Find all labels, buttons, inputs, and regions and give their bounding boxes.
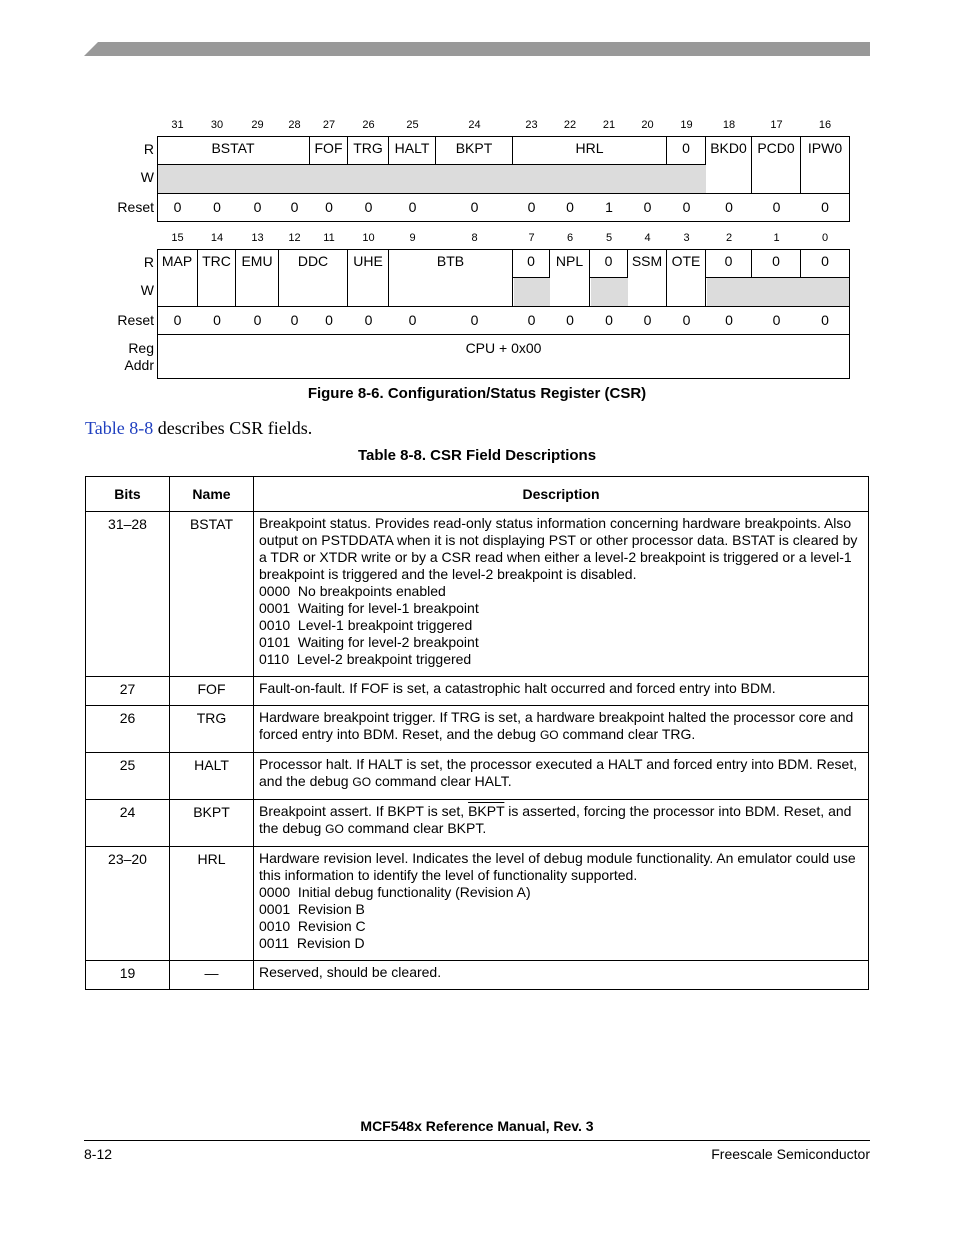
list-item: 0000 Initial debug functionality (Revision A) xyxy=(259,884,531,900)
field-2: EMU xyxy=(236,249,279,306)
row-name: — xyxy=(170,961,254,990)
bit-number: 27 xyxy=(322,119,336,131)
reset-value: 1 xyxy=(605,199,613,215)
row-name: HALT xyxy=(170,753,254,800)
bit-number: 1 xyxy=(773,232,780,244)
reset-value: 0 xyxy=(325,199,333,215)
field-0: BSTAT xyxy=(157,136,310,164)
footer-title: MCF548x Reference Manual, Rev. 3 xyxy=(360,1118,594,1134)
list-item: 0101 Waiting for level-2 breakpoint xyxy=(259,634,479,650)
list-item: 0010 Revision C xyxy=(259,918,366,934)
intro-paragraph xyxy=(85,418,312,439)
bit-number: 0 xyxy=(821,232,829,244)
write-disabled-area xyxy=(158,165,706,193)
field-1: FOF xyxy=(310,136,348,164)
reset-value: 0 xyxy=(213,199,221,215)
reset-value: 0 xyxy=(821,312,829,328)
write-disabled-area xyxy=(707,278,849,306)
row-description xyxy=(254,512,869,677)
description-text: command clear BKPT. xyxy=(343,820,487,836)
reset-value: 0 xyxy=(408,312,417,328)
row-description: Reserved, should be cleared. xyxy=(254,961,869,990)
reset-value: 0 xyxy=(173,199,182,215)
field-10: OTE xyxy=(667,249,706,306)
table-caption: Table 8-8. CSR Field Descriptions xyxy=(357,447,597,464)
bit-number: 4 xyxy=(644,232,651,244)
reset-value: 0 xyxy=(253,199,262,215)
field-6: 0 xyxy=(513,249,550,277)
reset-value: 0 xyxy=(643,312,652,328)
list-item: 0010 Level-1 breakpoint triggered xyxy=(259,617,473,633)
bit-number: 28 xyxy=(288,119,301,131)
intro-text: describes CSR fields. xyxy=(153,418,313,438)
bit-number: 12 xyxy=(288,232,301,244)
field-4: BKPT xyxy=(436,136,513,164)
bit-number: 30 xyxy=(210,119,224,131)
row-label-reset: Reset xyxy=(117,312,154,328)
go-command: GO xyxy=(539,728,559,742)
list-item: 0011 Revision D xyxy=(259,935,365,951)
row-label-r: R xyxy=(143,141,154,157)
reset-value: 0 xyxy=(173,312,182,328)
reset-value: 0 xyxy=(470,312,479,328)
row-name: TRG xyxy=(170,706,254,753)
description-text: Hardware breakpoint trigger. If TRG is set, a hardware breakpoint halted the processor core and forced entry into BDM. Reset, and the debug xyxy=(259,709,854,742)
reset-value: 0 xyxy=(253,312,262,328)
field-8: PCD0 xyxy=(752,136,801,193)
bit-number: 26 xyxy=(362,119,375,131)
reset-value: 0 xyxy=(527,312,536,328)
row-label-r: R xyxy=(143,254,154,270)
bit-number: 14 xyxy=(210,232,224,244)
header-description: Description xyxy=(254,477,869,512)
bit-number: 17 xyxy=(770,119,783,131)
rw-divider xyxy=(157,164,706,165)
reset-value: 0 xyxy=(682,312,691,328)
reset-value: 0 xyxy=(566,312,574,328)
bit-number: 18 xyxy=(722,119,736,131)
table-row xyxy=(86,512,869,677)
bit-number: 9 xyxy=(409,232,416,244)
page-number: 8-12 xyxy=(84,1146,113,1162)
row-name: HRL xyxy=(170,847,254,961)
bit-number: 15 xyxy=(171,232,184,244)
reset-value: 0 xyxy=(527,199,536,215)
figure-caption: Figure 8-6. Configuration/Status Register (CSR) xyxy=(307,385,647,402)
list-item: 0001 Revision B xyxy=(259,901,365,917)
field-8: 0 xyxy=(590,249,628,277)
table-row xyxy=(86,800,869,847)
reset-value: 0 xyxy=(821,199,829,215)
description-text: Hardware revision level. Indicates the level of debug module functionality. An emulator could use this information to identify the level of functionality supported. xyxy=(259,850,856,883)
description-text: Breakpoint assert. If BKPT is set, xyxy=(259,803,469,819)
row-bits: 31–28 xyxy=(86,512,170,677)
bit-number: 16 xyxy=(818,119,832,131)
bit-number: 3 xyxy=(683,232,690,244)
field-9: IPW0 xyxy=(807,140,843,156)
bit-number: 25 xyxy=(406,119,419,131)
field-7: NPL xyxy=(550,249,590,306)
reset-value: 0 xyxy=(290,312,299,328)
bit-number: 23 xyxy=(525,119,538,131)
write-disabled-area xyxy=(591,278,628,306)
row-bits: 19 xyxy=(86,961,170,990)
field-7: BKD0 xyxy=(706,136,752,193)
field-4: UHE xyxy=(348,249,389,306)
footer-divider xyxy=(84,1140,870,1141)
go-command: GO xyxy=(325,822,344,836)
table-row xyxy=(86,677,869,706)
row-bits: 26 xyxy=(86,706,170,753)
description-text: is asserted, forcing the processor into BDM. Reset, and the debug xyxy=(259,803,852,836)
reset-value: 0 xyxy=(772,199,781,215)
row-bits: 27 xyxy=(86,677,170,706)
row-description xyxy=(254,753,869,800)
reset-divider xyxy=(157,306,850,307)
field-13: 0 xyxy=(821,253,829,269)
bit-number: 21 xyxy=(602,119,616,131)
reset-value: 0 xyxy=(364,199,373,215)
rw-divider xyxy=(590,277,628,278)
header-bits: Bits xyxy=(86,477,170,512)
table-row xyxy=(86,753,869,800)
description-text: command clear TRG. xyxy=(558,726,696,742)
row-bits: 25 xyxy=(86,753,170,800)
bit-number: 20 xyxy=(641,119,654,131)
row-label-addr: Addr xyxy=(124,357,154,373)
rw-divider xyxy=(706,277,849,278)
bit-number: 13 xyxy=(251,232,264,244)
field-1: TRC xyxy=(198,249,236,306)
header-name: Name xyxy=(170,477,254,512)
reset-value: 0 xyxy=(725,312,733,328)
table-row xyxy=(86,847,869,961)
bit-number: 29 xyxy=(251,119,264,131)
field-3: HALT xyxy=(389,136,436,164)
header-bar xyxy=(84,42,870,56)
description-text: command clear HALT. xyxy=(371,773,512,789)
row-name: FOF xyxy=(170,677,254,706)
field-12: 0 xyxy=(752,249,801,277)
company-name: Freescale Semiconductor xyxy=(711,1146,870,1162)
row-description xyxy=(254,706,869,753)
row-label-w: W xyxy=(140,282,154,298)
row-label-w: W xyxy=(140,169,154,185)
reset-value: 0 xyxy=(408,199,417,215)
bit-number: 6 xyxy=(566,232,574,244)
row-label-reset: Reset xyxy=(117,199,154,215)
field-6: 0 xyxy=(667,136,706,164)
register-address: CPU + 0x00 xyxy=(465,340,542,356)
field-3: DDC xyxy=(279,249,348,306)
field-9: SSM xyxy=(628,249,667,306)
reset-value: 0 xyxy=(470,199,479,215)
reset-value: 0 xyxy=(772,312,781,328)
table-row xyxy=(86,706,869,753)
rw-divider xyxy=(513,277,550,278)
list-item: 0000 No breakpoints enabled xyxy=(259,583,446,599)
reset-value: 0 xyxy=(364,312,373,328)
bkpt-signal: BKPT xyxy=(468,803,505,819)
bit-number: 11 xyxy=(323,232,335,244)
field-5: HRL xyxy=(513,136,667,164)
list-item: 0001 Waiting for level-1 breakpoint xyxy=(259,600,479,616)
reset-value: 0 xyxy=(213,312,221,328)
row-description xyxy=(254,800,869,847)
write-disabled-area xyxy=(514,278,550,306)
description-text: Processor halt. If HALT is set, the processor executed a HALT and forced entry into BDM. Reset, and the debug xyxy=(259,756,858,789)
reset-value: 0 xyxy=(566,199,574,215)
bit-number: 22 xyxy=(563,119,577,131)
csr-field-table xyxy=(85,476,869,990)
row-description: Fault-on-fault. If FOF is set, a catastrophic halt occurred and forced entry into BDM. xyxy=(254,677,869,706)
reset-value: 0 xyxy=(605,312,613,328)
bit-number: 8 xyxy=(471,232,478,244)
row-bits: 23–20 xyxy=(86,847,170,961)
bit-number: 31 xyxy=(171,119,184,131)
row-bits: 24 xyxy=(86,800,170,847)
field-2: TRG xyxy=(348,136,389,164)
table-header-row xyxy=(86,477,869,512)
bit-number: 10 xyxy=(362,232,375,244)
row-name: BKPT xyxy=(170,800,254,847)
reset-divider xyxy=(157,193,850,194)
description-text: Breakpoint status. Provides read-only status information concerning hardware breakpoints. Also output on PSTDDATA when it is not displaying PST or other processor data. BSTAT is cleared by a TDR or XTDR write or by a CSR read when either a level-2 breakpoint is triggered or a level-1 breakpoint is triggered and the level-2 breakpoint is disabled. xyxy=(259,515,858,582)
reset-value: 0 xyxy=(290,199,299,215)
field-11: 0 xyxy=(706,249,752,277)
field-0: MAP xyxy=(157,249,198,306)
bit-number: 19 xyxy=(680,119,693,131)
go-command: GO xyxy=(352,775,372,789)
row-label-reg: Reg xyxy=(128,340,154,356)
field-5: BTB xyxy=(389,249,513,306)
row-name: BSTAT xyxy=(170,512,254,677)
list-item: 0110 Level-2 breakpoint triggered xyxy=(259,651,472,667)
row-description xyxy=(254,847,869,961)
reset-value: 0 xyxy=(682,199,691,215)
bit-number: 24 xyxy=(468,119,481,131)
bit-number: 2 xyxy=(725,232,733,244)
reset-value: 0 xyxy=(725,199,733,215)
reset-value: 0 xyxy=(325,312,333,328)
bit-number: 5 xyxy=(605,232,613,244)
table-row xyxy=(86,961,869,990)
table-link[interactable]: Table 8-8 xyxy=(85,418,154,438)
bit-number: 7 xyxy=(528,232,535,244)
reset-value: 0 xyxy=(643,199,652,215)
